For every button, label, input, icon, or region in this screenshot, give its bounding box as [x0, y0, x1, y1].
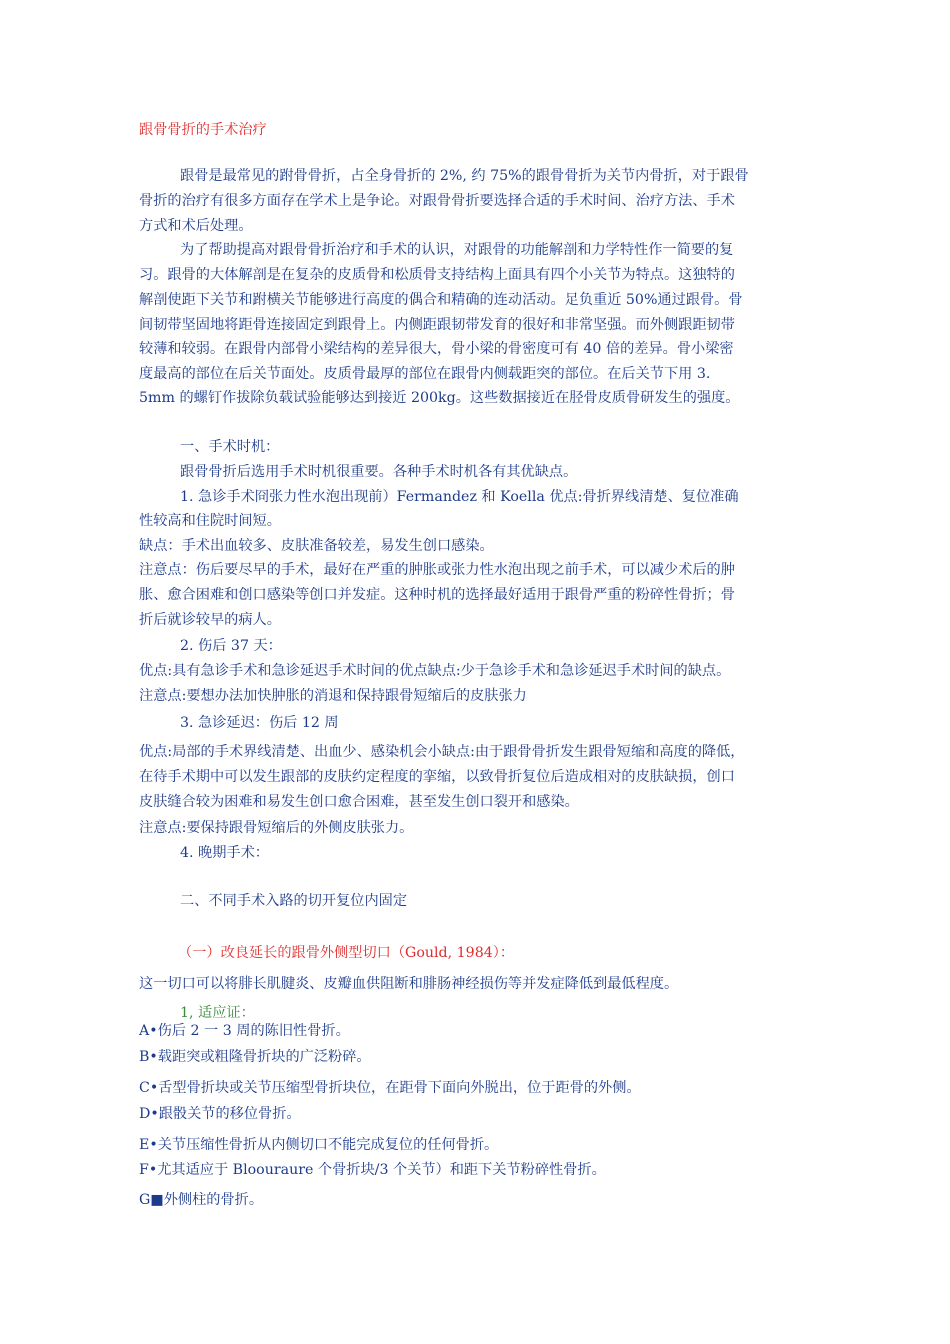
- indication-item: A•伤后 2 一 3 周的陈旧性骨折。: [139, 1023, 350, 1039]
- anatomy-line: 间韧带坚固地将距骨连接固定到跟骨上。内侧距跟韧带发育的很好和非常坚强。而外侧跟距韧带: [139, 317, 735, 333]
- item-1-line: 性较高和住院时间短。: [139, 513, 281, 529]
- item-4-heading: 4. 晚期手术：: [180, 845, 269, 861]
- section-heading: 二、不同手术入路的切开复位内固定: [180, 893, 408, 909]
- item-3-line: 在待手术期中可以发生跟部的皮肤约定程度的挛缩，以致骨折复位后造成相对的皮肤缺损，创口: [139, 769, 735, 785]
- indication-item: B•载距突或粗隆骨折块的广泛粉碎。: [139, 1049, 371, 1065]
- item-1-note: 折后就诊较早的病人。: [139, 612, 281, 628]
- item-3-line: 优点:局部的手术界线清楚、出血少、感染机会小缺点:由于跟骨骨折发生跟骨短缩和高度的降低，: [139, 744, 745, 760]
- indication-item: D•跟骰关节的移位骨折。: [139, 1106, 301, 1122]
- item-2-heading: 2. 伤后 37 天：: [180, 638, 282, 654]
- anatomy-line: 度最高的部位在后关节面处。皮质骨最厚的部位在跟骨内侧载距突的部位。在后关节下用 3.: [139, 366, 711, 382]
- indications-heading: 1, 适应证：: [180, 1005, 255, 1021]
- intro-line: 骨折的治疗有很多方面存在学术上是争论。对跟骨骨折要选择合适的手术时间、治疗方法、手术: [139, 193, 735, 209]
- item-2-note: 注意点:要想办法加快肿胀的消退和保持跟骨短缩后的皮肤张力: [139, 688, 527, 704]
- item-2-pros: 优点:具有急诊手术和急诊延迟手术时间的优点缺点:少于急诊手术和急诊延迟手术时间的缺点。: [139, 663, 731, 679]
- indication-item: G■外侧柱的骨折。: [139, 1192, 264, 1208]
- indication-item: E•关节压缩性骨折从内侧切口不能完成复位的任何骨折。: [139, 1137, 499, 1153]
- intro-line: 跟骨是最常见的跗骨骨折，占全身骨折的 2%, 约 75%的跟骨骨折为关节内骨折，对于跟骨: [180, 168, 749, 184]
- item-3-line: 皮肤缝合较为困难和易发生创口愈合困难，甚至发生创口裂开和感染。: [139, 794, 579, 810]
- item-3-note: 注意点:要保持跟骨短缩后的外侧皮肤张力。: [139, 820, 414, 836]
- subsection-description: 这一切口可以将腓长肌腱炎、皮瓣血供阻断和腓肠神经损伤等并发症降低到最低程度。: [139, 976, 679, 992]
- item-1-note: 注意点：伤后要尽早的手术，最好在严重的肿胀或张力性水泡出现之前手术，可以减少术后的肿: [139, 562, 735, 578]
- document-title: 跟骨骨折的手术治疗: [139, 122, 267, 138]
- section-heading: 一、手术时机：: [180, 439, 280, 455]
- indication-item: F•尤其适应于 Bloouraure 个骨折块/3 个关节）和距下关节粉碎性骨折。: [139, 1162, 606, 1178]
- item-1-note: 胀、愈合困难和创口感染等创口并发症。这种时机的选择最好适用于跟骨严重的粉碎性骨折；骨: [139, 587, 735, 603]
- anatomy-line: 解剖使距下关节和跗横关节能够进行高度的偶合和精确的连动活动。足负重近 50%通过跟骨。骨: [139, 292, 743, 308]
- item-1-line: 1. 急诊手术冏张力性水泡出现前）Fermandez 和 Koella 优点:骨折界线清楚、复位准确: [180, 489, 739, 505]
- section-intro: 跟骨骨折后选用手术时机很重要。各种手术时机各有其优缺点。: [180, 464, 578, 480]
- anatomy-line: 为了帮助提高对跟骨骨折治疗和手术的认识，对跟骨的功能解剖和力学特性作一简要的复: [180, 242, 734, 258]
- anatomy-line: 习。跟骨的大体解剖是在复杂的皮质骨和松质骨支持结构上面具有四个小关节为特点。这独特的: [139, 267, 735, 283]
- item-1-disadvantage: 缺点：手术出血较多、皮肤准备较差，易发生创口感染。: [139, 538, 494, 554]
- anatomy-line: 较薄和较弱。在跟骨内部骨小梁结构的差异很大，骨小梁的骨密度可有 40 倍的差异。骨小梁密: [139, 341, 734, 357]
- intro-line: 方式和术后处理。: [139, 218, 253, 234]
- item-3-heading: 3. 急诊延迟：伤后 12 周: [180, 715, 339, 731]
- subsection-heading: （一）改良延长的跟骨外侧型切口（Gould, 1984）：: [178, 945, 515, 961]
- anatomy-line: 5mm 的螺钉作拔除负载试验能够达到接近 200kg。这些数据接近在胫骨皮质骨研发生的强度。: [139, 390, 740, 406]
- indication-item: C•舌型骨折块或关节压缩型骨折块位，在距骨下面向外脱出，位于距骨的外侧。: [139, 1080, 641, 1096]
